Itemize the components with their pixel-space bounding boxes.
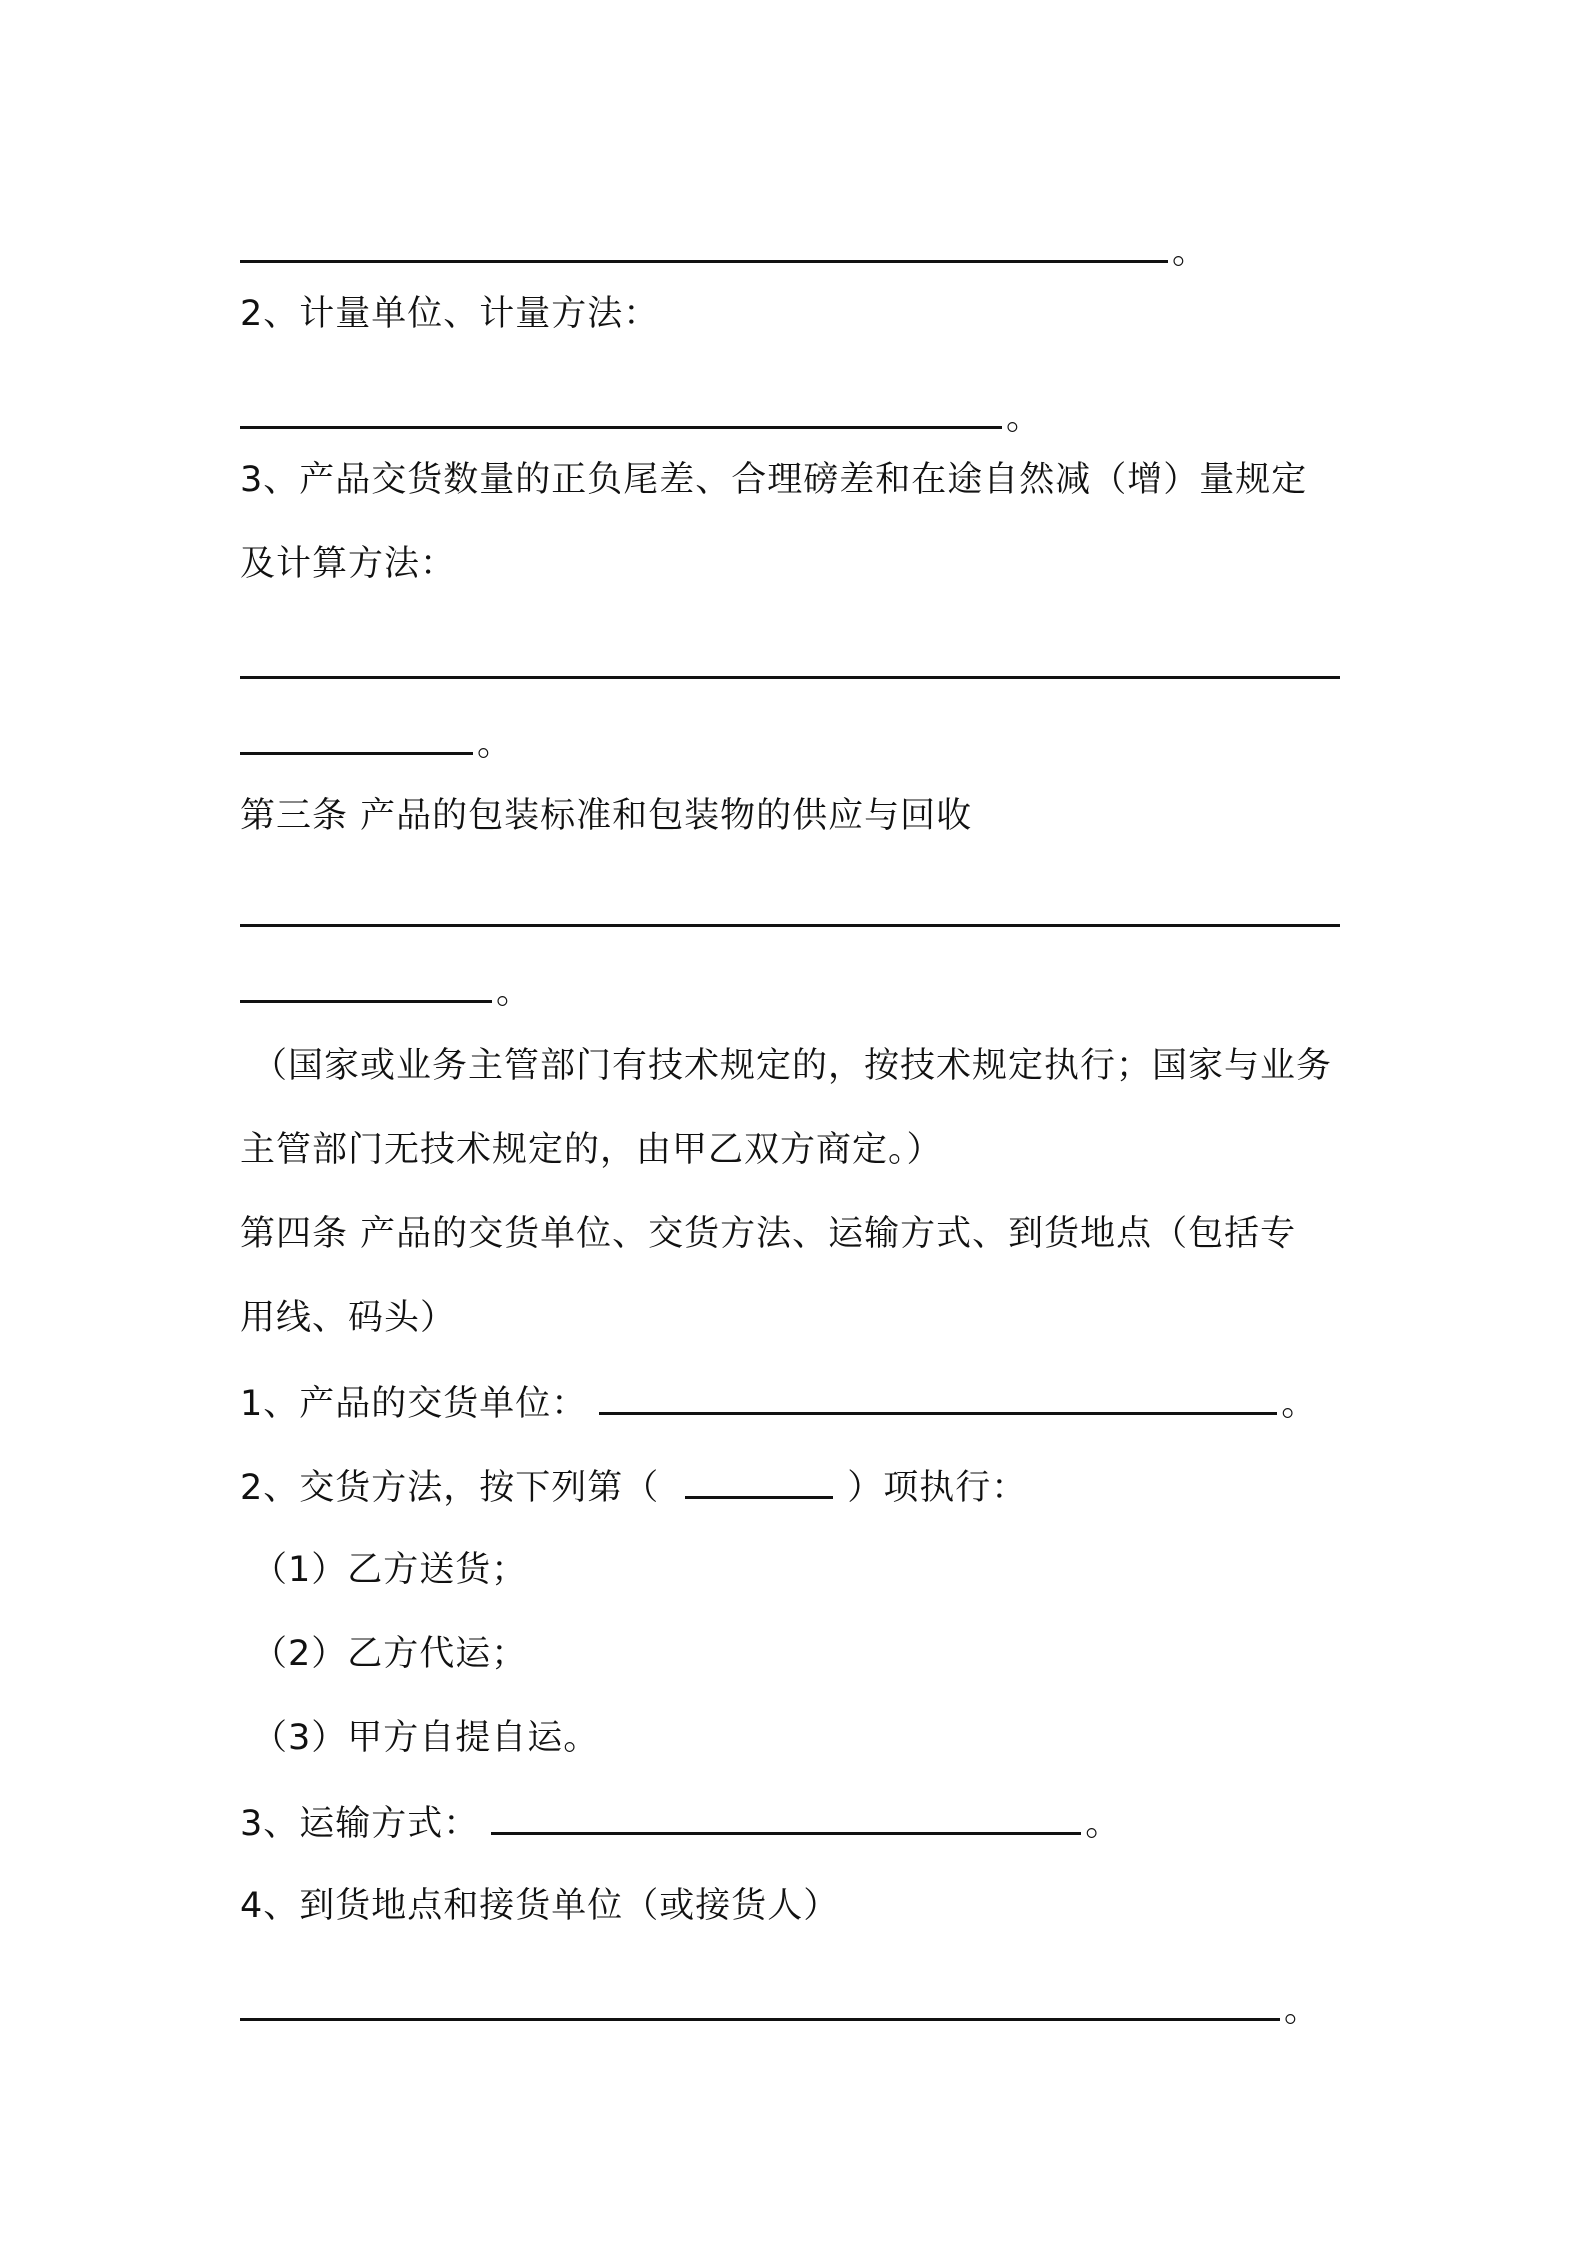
option-1: （1）乙方送货； — [252, 1550, 528, 1590]
fill-in-blank[interactable] — [240, 392, 1002, 429]
fill-in-blank[interactable] — [240, 718, 473, 755]
item-measurement-unit: 2、计量单位、计量方法： — [240, 294, 660, 334]
blank-line-1 — [240, 226, 1208, 276]
item-label-end: ）项执行： — [847, 1468, 1028, 1508]
blank-line-3 — [240, 642, 1340, 692]
fill-in-blank[interactable] — [240, 1984, 1280, 2021]
packaging-note: （国家或业务主管部门有技术规定的，按技术规定执行；国家与业务 — [252, 1046, 1333, 1086]
blank-line-2 — [240, 392, 1042, 442]
blank-line-4 — [240, 718, 513, 768]
option-2: （2）乙方代运； — [252, 1634, 528, 1674]
item-label: 1、产品的交货单位： — [240, 1384, 588, 1424]
item-arrival-location: 4、到货地点和接货单位（或接货人） — [240, 1886, 840, 1926]
article-four-heading-cont: 用线、码头） — [240, 1298, 457, 1338]
blank-line-5 — [240, 890, 1340, 940]
fill-in-blank[interactable] — [599, 1378, 1277, 1415]
fill-in-blank[interactable] — [240, 642, 1340, 679]
article-three-heading: 第三条 产品的包装标准和包装物的供应与回收 — [240, 796, 973, 836]
item-transport-method — [240, 1798, 1121, 1848]
article-four-heading: 第四条 产品的交货单位、交货方法、运输方式、到货地点（包括专 — [240, 1214, 1297, 1254]
item-quantity-tolerance-cont: 及计算方法： — [240, 544, 457, 584]
period: 。 — [1281, 1384, 1318, 1424]
period: 。 — [1284, 1990, 1321, 2030]
period: 。 — [1006, 398, 1043, 438]
fill-in-blank[interactable] — [685, 1462, 833, 1499]
fill-in-blank[interactable] — [240, 966, 492, 1003]
item-delivery-method — [240, 1462, 1027, 1512]
item-label: 3、运输方式： — [240, 1804, 480, 1844]
period: 。 — [477, 724, 514, 764]
period: 。 — [1085, 1804, 1122, 1844]
blank-line-6 — [240, 966, 532, 1016]
item-quantity-tolerance: 3、产品交货数量的正负尾差、合理磅差和在途自然减（增）量规定 — [240, 460, 1308, 500]
item-delivery-unit — [240, 1378, 1317, 1428]
period: 。 — [1172, 232, 1209, 272]
fill-in-blank[interactable] — [491, 1798, 1081, 1835]
option-3: （3）甲方自提自运。 — [252, 1718, 600, 1758]
fill-in-blank[interactable] — [240, 890, 1340, 927]
period: 。 — [496, 972, 533, 1012]
blank-line-7 — [240, 1984, 1320, 2034]
item-label: 2、交货方法，按下列第（ — [240, 1468, 660, 1508]
packaging-note-cont: 主管部门无技术规定的，由甲乙双方商定。） — [240, 1130, 943, 1170]
fill-in-blank[interactable] — [240, 226, 1168, 263]
